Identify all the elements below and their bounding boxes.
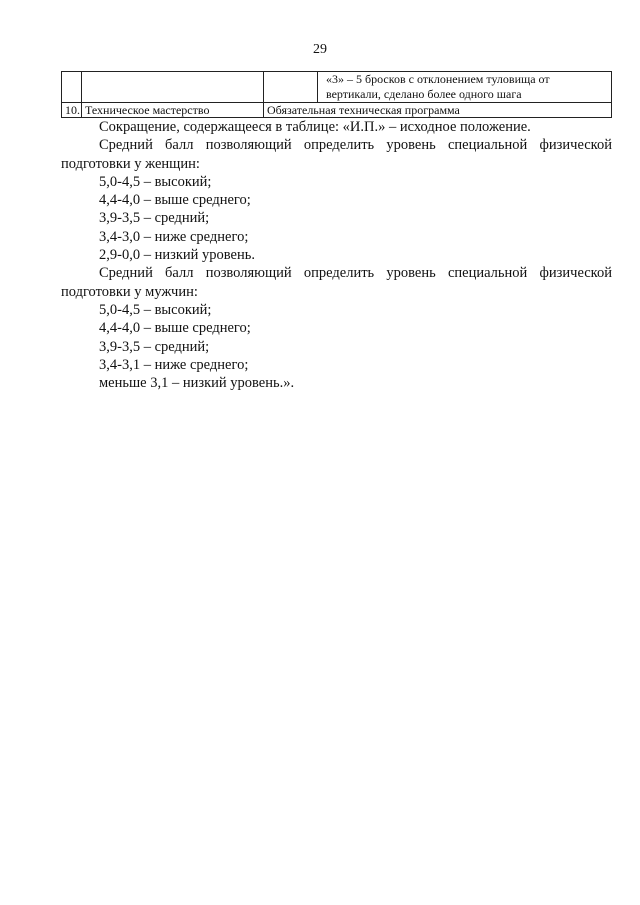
women-level-low: 2,9-0,0 – низкий уровень.	[99, 247, 255, 264]
table-cell-name	[82, 72, 264, 103]
exercise-table	[61, 71, 612, 118]
men-intro-line-2: подготовки у мужчин:	[61, 283, 198, 300]
men-level-low: меньше 3,1 – низкий уровень.».	[99, 375, 295, 392]
women-level-above-average: 4,4-4,0 – выше среднего;	[99, 192, 251, 209]
men-level-above-average: 4,4-4,0 – выше среднего;	[99, 320, 251, 337]
men-level-below-average: 3,4-3,1 – ниже среднего;	[99, 356, 249, 373]
women-level-below-average: 3,4-3,0 – ниже среднего;	[99, 228, 249, 245]
table-cell-name: Техническое мастерство	[82, 103, 264, 118]
table-cell-empty	[264, 72, 318, 103]
table-cell-number	[62, 72, 82, 103]
women-level-average: 3,9-3,5 – средний;	[99, 210, 210, 227]
body-text	[61, 118, 612, 392]
women-level-high: 5,0-4,5 – высокий;	[99, 173, 212, 190]
women-intro-line-2: подготовки у женщин:	[61, 155, 200, 172]
men-level-high: 5,0-4,5 – высокий;	[99, 301, 212, 318]
table-cell-description: Обязательная техническая программа	[264, 103, 612, 118]
men-intro-line-1: Средний балл позволяющий определить уровень специальной физической	[99, 265, 612, 282]
abbreviation-note: Сокращение, содержащееся в таблице: «И.П.» – исходное положение.	[99, 119, 531, 135]
table-row	[62, 72, 612, 103]
page-number: 29	[313, 42, 327, 57]
table-cell-number: 10.	[62, 103, 82, 118]
men-level-average: 3,9-3,5 – средний;	[99, 338, 210, 355]
women-intro-line-1: Средний балл позволяющий определить уровень специальной физической	[99, 137, 612, 154]
table-cell-description: «3» – 5 бросков с отклонением туловища от вертикали, сделано более одного шага	[318, 72, 612, 103]
table-row	[62, 103, 612, 118]
